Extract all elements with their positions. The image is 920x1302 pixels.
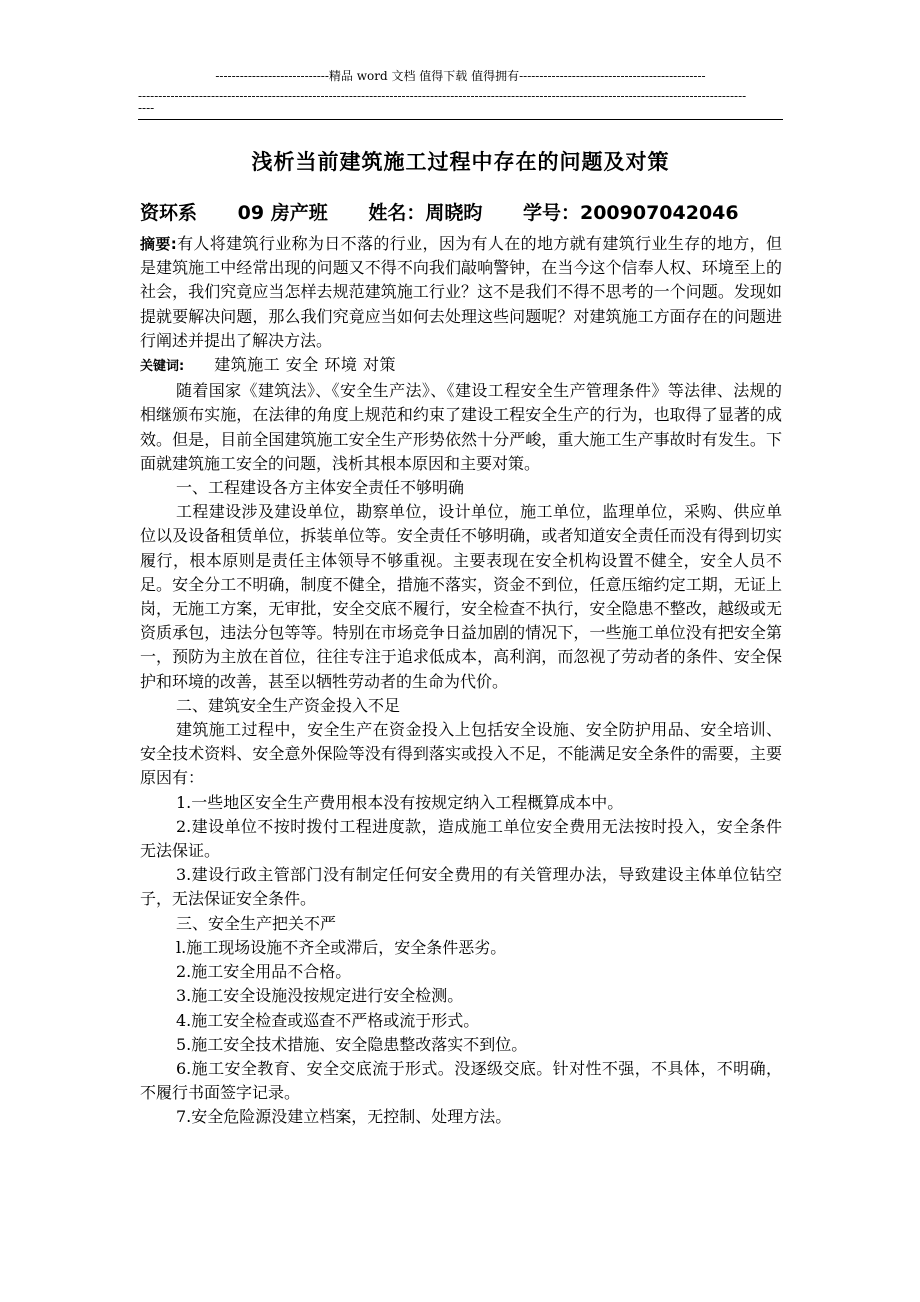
header-rule	[138, 119, 783, 120]
section-heading-1: 一、工程建设各方主体安全责任不够明确	[176, 478, 465, 498]
author-name: 姓名：周晓昀	[368, 202, 483, 224]
section-heading-2: 二、建筑安全生产资金投入不足	[176, 695, 401, 715]
abstract	[140, 232, 782, 353]
list-item: 3.施工安全设施没按规定进行安全检测。	[176, 986, 464, 1006]
header-banner: ----------------------------精品 word 文档 值得下载 值得拥有----------------------------------------------	[215, 69, 706, 83]
section-heading-3: 三、安全生产把关不严	[176, 913, 337, 933]
header-dash-line: ------------------------------------------------------------------------------------------------------------------------------------------------------	[138, 89, 747, 103]
student-id: 学号：200907042046	[522, 202, 739, 224]
list-item: 5.施工安全技术措施、安全隐患整改落实不到位。	[176, 1034, 528, 1054]
author-line	[140, 198, 773, 225]
paragraph: 建筑施工过程中，安全生产在资金投入上包括安全设施、安全防护用品、安全培训、安全技术资料、安全意外保险等没有得到落实或投入不足，不能满足安全条件的需要，主要原因有：	[140, 720, 782, 788]
document-title: 浅析当前建筑施工过程中存在的问题及对策	[251, 150, 670, 174]
class-name: 09 房产班	[237, 202, 328, 224]
paragraph: 随着国家《建筑法》、《安全生产法》、《建设工程安全生产管理条件》等法律、法规的相继颁布实施，在法律的角度上规范和约束了建设工程安全生产的行为，也取得了显著的成效。但是，目前全国建筑施工安全生产形势依然十分严峻，重大施工生产事故时有发生。下面就建筑施工安全的问题，浅析其根本原因和主要对策。	[140, 381, 782, 473]
header-dash-line-end: ----	[138, 101, 155, 115]
abstract-text: 有人将建筑行业称为日不落的行业，因为有人在的地方就有建筑行业生存的地方，但是建筑施工中经常出现的问题又不得不向我们敲响警钟，在当今这个信奉人权、环境至上的社会，我们究竟应当怎样去规范建筑施工行业？这不是我们不得不思考的一个问题。发现如提就要解决问题，那么我们究竟应当如何去处理这些问题呢？对建筑施工方面存在的问题进行阐述并提出了解决方法。	[140, 234, 782, 350]
keywords	[140, 353, 782, 379]
list-item: 1.一些地区安全生产费用根本没有按规定纳入工程概算成本中。	[176, 792, 624, 812]
department: 资环系	[140, 202, 198, 224]
document-body	[140, 232, 782, 1130]
list-item: 3.建设行政主管部门没有制定任何安全费用的有关管理办法，导致建设主体单位钻空子，无法保证安全条件。	[140, 865, 782, 909]
abstract-label: 摘要:	[140, 235, 177, 253]
list-item: 7.安全危险源没建立档案，无控制、处理方法。	[176, 1107, 512, 1127]
list-item: l.施工现场设施不齐全或滞后，安全条件恶劣。	[176, 937, 507, 957]
list-item: 2.施工安全用品不合格。	[176, 962, 352, 982]
list-item: 4.施工安全检查或巡查不严格或流于形式。	[176, 1010, 480, 1030]
keywords-label: 关键词:	[140, 359, 185, 375]
list-item: 6.施工安全教育、安全交底流于形式。没逐级交底。针对性不强，不具体，不明确，不履行书面签字记录。	[140, 1058, 782, 1103]
paragraph: 工程建设涉及建设单位，勘察单位，设计单位，施工单位，监理单位，采购、供应单位以及设备租赁单位，拆装单位等。安全责任不够明确，或者知道安全责任而没有得到切实履行，根本原则是责任主体领导不够重视。主要表现在安全机构设置不健全，安全人员不足。安全分工不明确，制度不健全，措施不落实，资金不到位，任意压缩约定工期，无证上岗，无施工方案，无审批，安全交底不履行，安全检查不执行，安全隐患不整改，越级或无资质承包，违法分包等等。特别在市场竞争日益加剧的情况下，一些施工单位没有把安全第一，预防为主放在首位，往往专注于追求低成本，高利润，而忽视了劳动者的条件、安全保护和环境的改善，甚至以牺牲劳动者的生命为代价。	[140, 502, 782, 691]
list-item: 2.建设单位不按时拨付工程进度款，造成施工单位安全费用无法按时投入，安全条件无法保证。	[140, 816, 782, 861]
keywords-values: 建筑施工 安全 环境 对策	[214, 355, 396, 375]
